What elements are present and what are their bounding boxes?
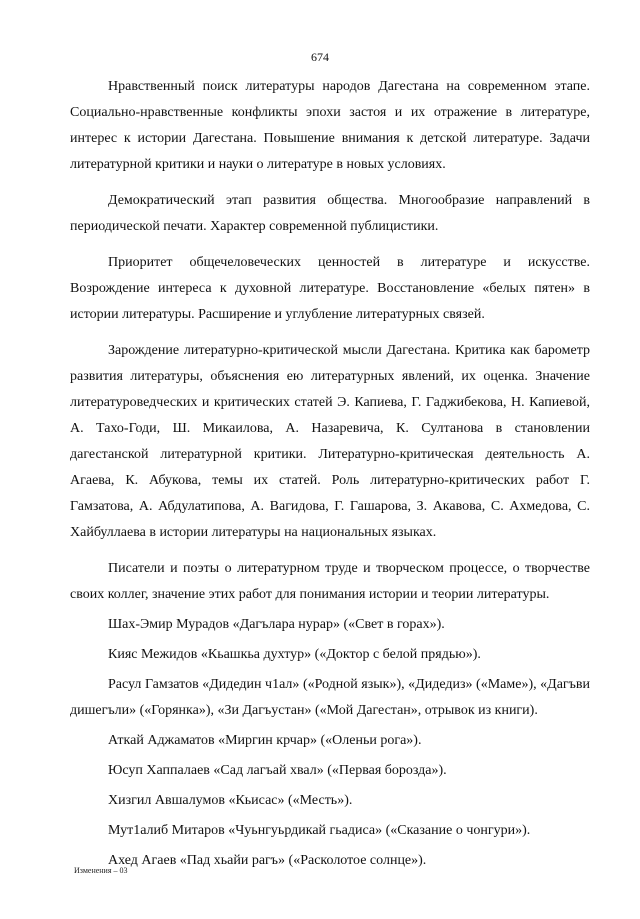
list-item-mezhidov: Кияс Межидов «Кьашкьа духтур» («Доктор с белой прядью»). (108, 647, 481, 662)
list-item-khappalaev: Юсуп Хаппалаев «Сад лагъай хвал» («Первая борозда»). (108, 763, 447, 778)
paragraph-democratic-stage: Демократический этап развития общества. Многообразие направлений в периодической печати. Характер современной публицистики. (70, 193, 590, 234)
paragraph-writers-on-work: Писатели и поэты о литературном труде и творческом процессе, о творчестве своих коллег, значение этих работ для понимания истории и теории литературы. (70, 561, 590, 602)
paragraph-moral-search: Нравственный поиск литературы народов Дагестана на современном этапе. Социально-нравственные конфликты эпохи застоя и их отражение в литературе, интерес к истории Дагестана. Повышение внимания к детской литературе. Задачи литературной критики и науки о литературе в новых условиях. (70, 79, 590, 172)
list-item-mitarov: Мут1алиб Митаров «Чуьнгуьрдикай гьадиса» («Сказание о чонгури»). (108, 823, 531, 838)
list-item-gamzatov: Расул Гамзатов «Дидедин ч1ал» («Родной язык»), «Дидедиз» («Маме»), «Дагъви дишегъли» («Горянка»), «Зи Дагъустан» («Мой Дагестан», отрывок из книги). (70, 677, 590, 718)
page-number: 674 (311, 50, 329, 64)
paragraph-literary-criticism: Зарождение литературно-критической мысли Дагестана. Критика как барометр развития литературы, объяснения ею литературных явлений, их оценка. Значение литературоведческих и критических статей Э. Капиева, Г. Гаджибекова, Н. Капиевой, А. Тахо-Годи, Ш. Микаилова, А. Назаревича, К. Султанова в становлении дагестанской литературной критики. Литературно-критическая деятельность А. Агаева, К. Абукова, темы их статей. Роль литературно-критических работ Г. Гамзатова, А. Абдулатипова, А. Вагидова, Г. Гашарова, З. Акавова, С. Ахмедова, С. Хайбуллаева в истории литературы на национальных языках. (70, 343, 590, 540)
list-item-muradov: Шах-Эмир Мурадов «Дагълара нурар» («Свет в горах»). (108, 617, 445, 632)
document-body (70, 74, 590, 874)
paragraph-priority-values: Приоритет общечеловеческих ценностей в литературе и искусстве. Возрождение интереса к духовной литературе. Восстановление «белых пятен» в истории литературы. Расширение и углубление литературных связей. (70, 255, 590, 322)
list-item-adzhamatov: Аткай Аджаматов «Миргин крчар» («Оленьи рога»). (108, 733, 422, 748)
footer-revision-note: Изменения – 03 (74, 866, 128, 875)
list-item-avshalumov: Хизгил Авшалумов «Кьисас» («Месть»). (108, 793, 353, 808)
list-item-agaev: Ахед Агаев «Пад хьайи рагъ» («Расколотое солнце»). (108, 853, 427, 868)
